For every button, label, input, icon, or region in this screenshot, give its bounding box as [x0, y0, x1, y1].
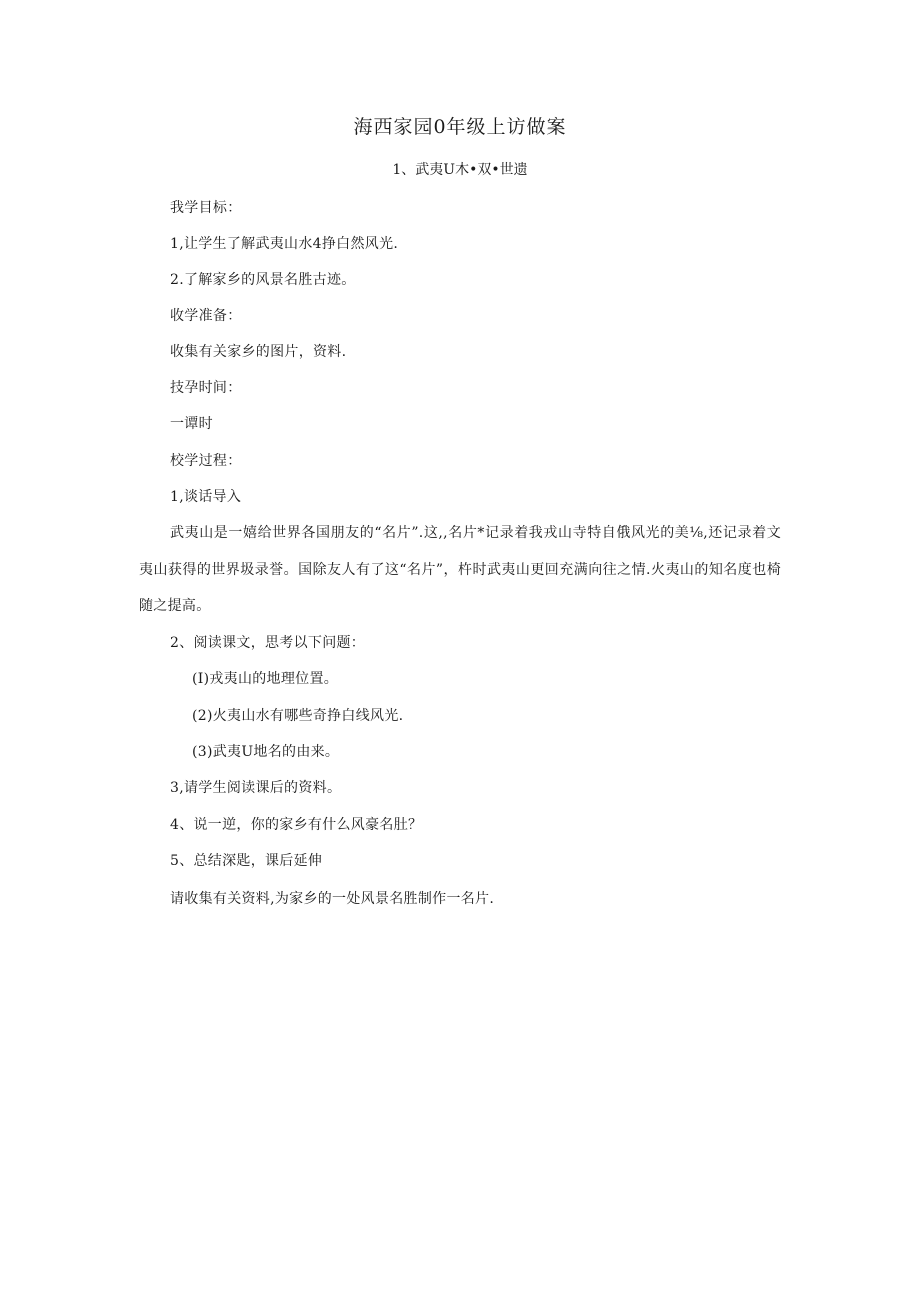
time-text: 一谭时	[170, 416, 213, 432]
question-1: (I)戎夷山的地理位置。	[192, 671, 339, 687]
process-heading: 校学过程：	[170, 453, 242, 469]
question-2: (2)火夷山水有哪些奇挣白线风光.	[192, 708, 404, 724]
question-3: (3)武夷U地名的由来。	[192, 744, 340, 760]
lesson-subtitle: 1、武夷U木•双•世遗	[392, 162, 528, 178]
step-1: 1,谈话导入	[170, 489, 242, 505]
step-3: 3,请学生阅读课后的资料。	[170, 780, 342, 796]
goals-heading: 我学目标：	[170, 200, 242, 216]
time-heading: 技孕时间：	[170, 380, 242, 396]
intro-paragraph: 武夷山是一嬉给世界各国朋友的“名片”.这,,名片*记录着我戎山寺特自俄风光的美⅛,还记录着文夷山获得的世界圾录誉。国除友人有了这“名片”，杵时武夷山更回充满向往之情.火夷山的知名度也椅随之提高。	[139, 525, 781, 614]
step-4: 4、说一逆，你的家乡有什么风豪名肚？	[170, 817, 423, 833]
goal-1: 1,让学生了解武夷山水4挣白然风光.	[170, 236, 399, 252]
step-5: 5、总结深匙，课后延伸	[170, 853, 323, 869]
goal-2: 2.了解家乡的风景名胜古迹。	[170, 272, 356, 288]
prep-heading: 收学准备：	[170, 308, 242, 324]
document-title: 海西家园0年级上访做案	[353, 116, 567, 138]
homework-text: 请收集有关资料,为家乡的一处风景名胜制作一名片.	[170, 891, 495, 907]
prep-text: 收集有关家乡的图片，资料.	[170, 344, 347, 360]
step-2: 2、阅读课文，思考以下问题：	[170, 635, 366, 651]
